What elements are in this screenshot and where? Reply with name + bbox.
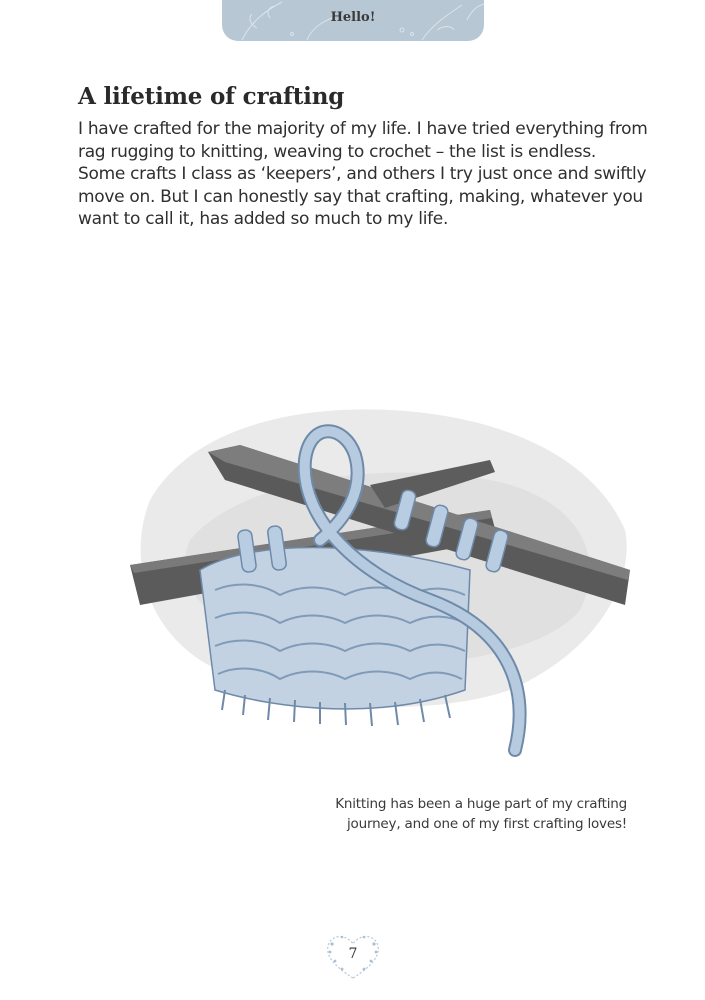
page-number: 7	[348, 946, 358, 962]
page-number-badge	[322, 930, 384, 982]
section-heading: A lifetime of crafting	[78, 83, 345, 110]
figure-caption: Knitting has been a huge part of my crafting journey, and one of my first crafting loves!	[335, 796, 627, 832]
section-paragraph: I have crafted for the majority of my life. I have tried everything from rag rugging to knitting, weaving to crochet – the list is endless. Some crafts I class as ‘keepers’, and others I try just once and swiftly move on. But I can honestly say that crafting, making, whatever you want to call it, has added so much to my life.	[78, 119, 648, 229]
knitting-needles-illustration	[130, 390, 640, 760]
header-tab	[222, 0, 484, 41]
tab-title: Hello!	[330, 10, 376, 25]
